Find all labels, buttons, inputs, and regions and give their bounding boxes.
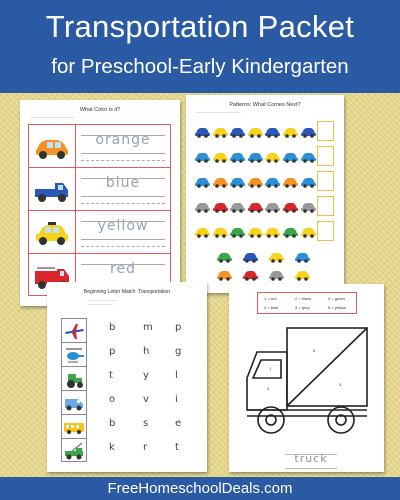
vehicle-icon: [212, 171, 229, 191]
instructions-text: ─────────────────────: [196, 110, 241, 114]
vehicle-icon: [247, 221, 264, 241]
answer-box[interactable]: [317, 171, 334, 191]
vehicle-icon: [247, 171, 264, 191]
vehicle-icon: [194, 171, 211, 191]
worksheet-beginning-letter: [47, 282, 207, 472]
letter-choice[interactable]: h: [143, 346, 150, 357]
worksheet-title: What Color is it?: [79, 107, 121, 113]
trace-word: yellow: [97, 218, 149, 234]
header-banner: [0, 0, 400, 93]
vehicle-icon: [300, 121, 317, 141]
letter-choice[interactable]: s: [143, 418, 149, 429]
letter-choice[interactable]: p: [175, 322, 182, 333]
instructions-text: ─────────────────────: [30, 115, 75, 119]
svg-text:6: 6: [313, 348, 316, 353]
vehicle-icon: [242, 250, 259, 264]
bus-icon: [62, 415, 86, 439]
trace-word: red: [110, 261, 136, 277]
footer-banner: [0, 477, 400, 500]
table-row: [29, 211, 170, 254]
svg-text:4: 4: [267, 386, 270, 391]
table-row: [29, 168, 170, 211]
site-name: FreeHomeschoolDeals.com: [107, 480, 293, 497]
vehicle-icon: [212, 121, 229, 141]
vehicle-icon: [264, 196, 281, 216]
vehicle-icon: [229, 221, 246, 241]
key-item: 1 = red: [264, 296, 277, 301]
vehicle-icon: [300, 146, 317, 166]
letter-choice[interactable]: i: [175, 394, 178, 405]
vehicle-icon: [294, 250, 311, 264]
taxi-icon: [33, 218, 71, 248]
vehicle-icon: [242, 268, 259, 282]
svg-text:2: 2: [273, 420, 276, 425]
car-icon: [33, 132, 71, 162]
vehicle-icon: [194, 196, 211, 216]
picture-column: [61, 318, 87, 462]
letter-choice[interactable]: k: [109, 442, 115, 453]
worksheet-color-by-number: [229, 284, 384, 472]
answer-box[interactable]: [317, 146, 334, 166]
vehicle-icon: [300, 196, 317, 216]
key-item: 5 = grey: [295, 305, 310, 310]
vehicle-icon: [264, 121, 281, 141]
tractor-icon: [62, 367, 86, 391]
vehicle-icon: [268, 268, 285, 282]
helicopter-icon: [62, 343, 86, 367]
vehicle-icon: [282, 221, 299, 241]
vehicle-icon: [229, 146, 246, 166]
vehicle-icon: [194, 146, 211, 166]
vehicle-icon: [264, 146, 281, 166]
worksheet-title: Beginning Letter Match: Transportation: [83, 289, 171, 295]
key-item: 4 = blue: [264, 305, 279, 310]
letter-choice[interactable]: m: [143, 322, 153, 333]
pattern-row: [194, 171, 335, 191]
answer-box[interactable]: [317, 196, 334, 216]
svg-text:1: 1: [269, 366, 272, 371]
vehicle-icon: [216, 268, 233, 282]
vehicle-icon: [264, 221, 281, 241]
answer-box[interactable]: [317, 221, 334, 241]
vehicle-icon: [282, 171, 299, 191]
pickup-truck-icon: [33, 175, 71, 205]
color-key: [257, 292, 357, 314]
key-item: 6 = yellow: [328, 305, 346, 310]
letter-choice[interactable]: t: [175, 442, 179, 453]
svg-text:3: 3: [339, 382, 342, 387]
trace-word: blue: [105, 175, 141, 191]
van-icon: [62, 391, 86, 415]
vehicle-icon: [194, 121, 211, 141]
vehicle-icon: [294, 268, 311, 282]
page-title: Transportation Packet: [45, 9, 355, 44]
letter-choice[interactable]: b: [109, 418, 116, 429]
pattern-row: [194, 121, 335, 141]
crane-truck-icon: [62, 439, 86, 463]
key-item: 2 = black: [295, 296, 312, 301]
letter-choice[interactable]: r: [143, 442, 148, 453]
vehicle-icon: [247, 196, 264, 216]
letter-choice[interactable]: o: [109, 394, 116, 405]
letter-choice[interactable]: b: [109, 322, 116, 333]
instructions-text: ────────────── ────────────: [87, 298, 117, 306]
vehicle-icon: [212, 146, 229, 166]
letter-choice[interactable]: g: [175, 346, 182, 357]
pattern-row: [194, 146, 335, 166]
vehicle-icon: [212, 196, 229, 216]
vehicle-icon: [247, 146, 264, 166]
letter-choice[interactable]: t: [109, 370, 113, 381]
vehicle-icon: [268, 250, 285, 264]
vehicle-icon: [282, 146, 299, 166]
vehicle-icon: [212, 221, 229, 241]
vehicle-icon: [300, 221, 317, 241]
worksheet-what-color: [20, 100, 180, 306]
airplane-icon: [62, 319, 86, 343]
pattern-row: [194, 196, 335, 216]
letter-choice[interactable]: p: [109, 346, 116, 357]
svg-text:2: 2: [343, 420, 346, 425]
vehicle-icon: [282, 121, 299, 141]
vehicle-icon: [216, 250, 233, 264]
vehicle-icon: [300, 171, 317, 191]
key-item: 3 = green: [328, 296, 346, 301]
vehicle-icon: [229, 121, 246, 141]
truck-outline-icon: [243, 322, 371, 442]
color-table: [28, 124, 171, 296]
worksheet-title: Patterns: What Comes Next?: [229, 102, 301, 108]
pattern-row: [194, 221, 335, 241]
letter-choice[interactable]: y: [143, 370, 149, 381]
letter-choice[interactable]: v: [143, 394, 149, 405]
trace-word: orange: [95, 132, 151, 148]
trace-word: truck: [294, 452, 328, 465]
table-row: [29, 125, 170, 168]
vehicle-icon: [264, 171, 281, 191]
answer-box[interactable]: [317, 121, 334, 141]
vehicle-icon: [282, 196, 299, 216]
page-subtitle: for Preschool-Early Kindergarten: [51, 55, 349, 78]
vehicle-icon: [194, 221, 211, 241]
letter-choice[interactable]: l: [175, 370, 178, 381]
letter-choice[interactable]: e: [175, 418, 182, 429]
vehicle-icon: [229, 196, 246, 216]
worksheet-patterns: [186, 95, 344, 293]
vehicle-icon: [247, 121, 264, 141]
vehicle-icon: [229, 171, 246, 191]
